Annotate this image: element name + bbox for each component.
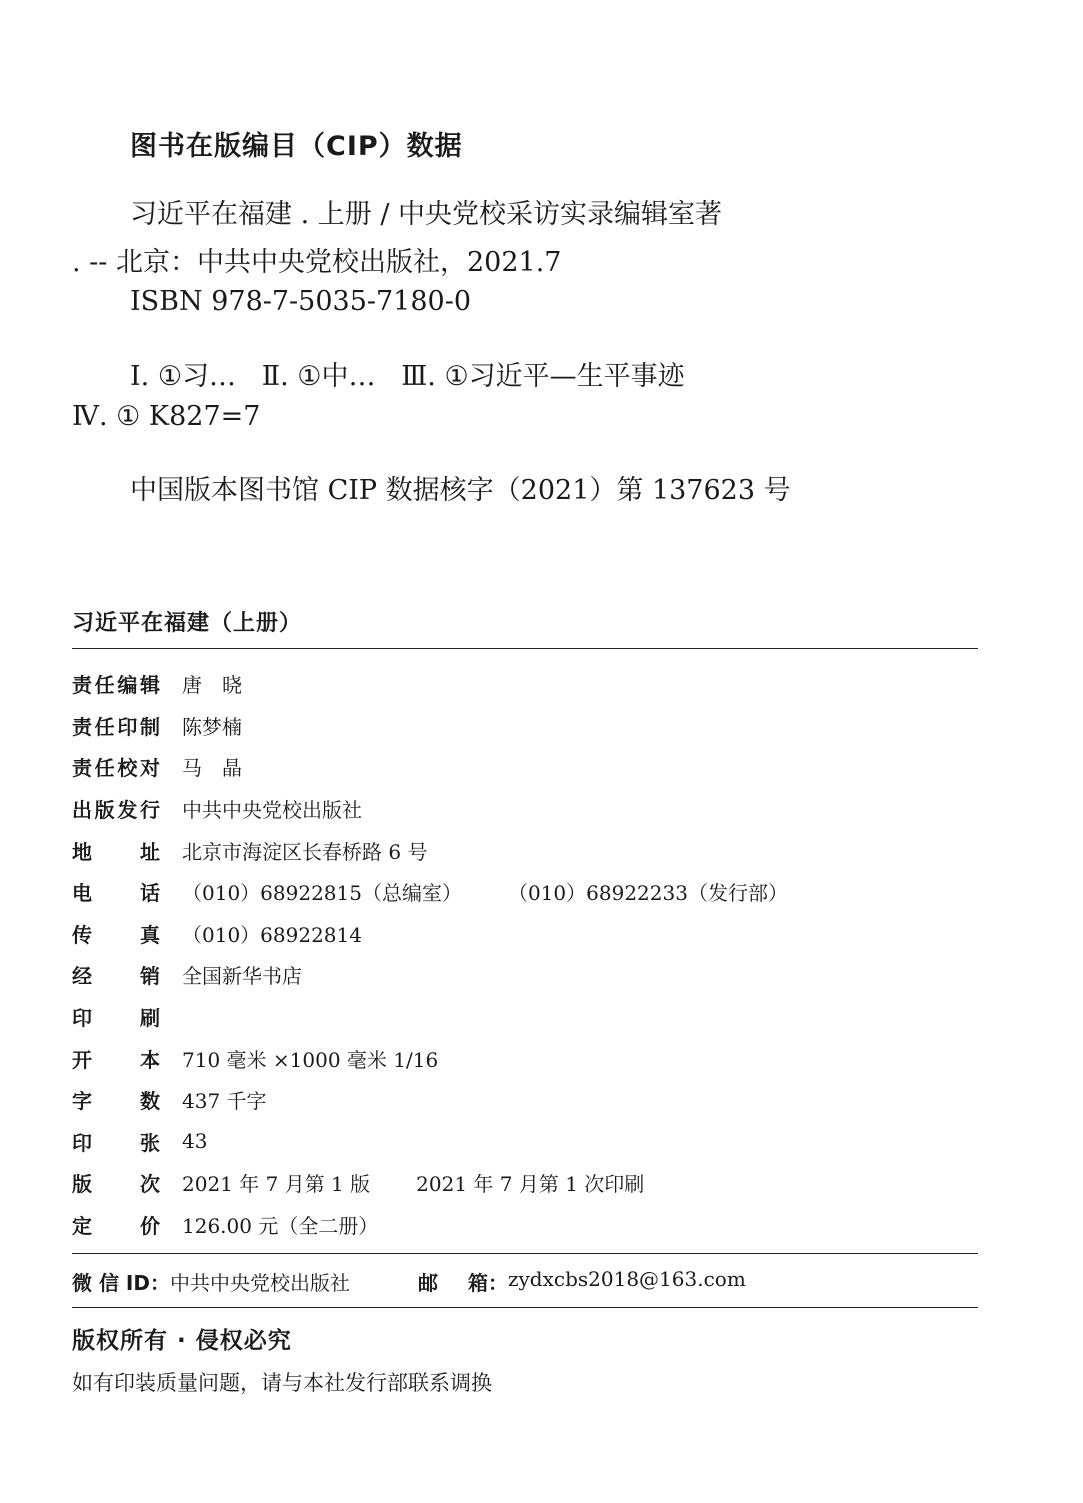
detail-label-char: 本 (140, 1047, 160, 1072)
detail-value (182, 711, 242, 740)
detail-row (72, 996, 978, 1038)
detail-label-char: 刷 (140, 1006, 160, 1031)
detail-row (72, 913, 978, 955)
detail-value-text: 陈梦楠 (182, 714, 242, 739)
detail-label-char: 任 (94, 714, 115, 739)
detail-row (72, 829, 978, 871)
detail-label-char: 印 (72, 1130, 92, 1155)
detail-label-char: 编 (117, 673, 138, 698)
detail-value-secondary: 2021 年 7 月第 1 次印刷 (416, 1172, 645, 1197)
divider-middle (72, 1253, 978, 1254)
detail-value-text: 北京市海淀区长春桥路 6 号 (182, 839, 428, 864)
detail-label-char: 次 (140, 1172, 160, 1197)
detail-label-char: 字 (72, 1089, 92, 1114)
detail-row (72, 705, 978, 747)
detail-row (72, 1037, 978, 1079)
detail-label-char: 电 (72, 881, 92, 906)
detail-value-text: 唐 晓 (182, 673, 242, 698)
detail-label (72, 919, 160, 948)
detail-row (72, 1121, 978, 1163)
cip-classification-line-1: Ⅰ. ①习… Ⅱ. ①中… Ⅲ. ①习近平—生平事迹 (130, 361, 685, 392)
detail-row (72, 1162, 978, 1204)
detail-label-char: 价 (140, 1214, 160, 1239)
detail-label-char: 印 (117, 714, 138, 739)
detail-label-char: 任 (94, 673, 115, 698)
detail-row (72, 1079, 978, 1121)
detail-value (182, 1168, 644, 1197)
cip-publisher-line: . -- 北京：中共中央党校出版社，2021.7 (72, 247, 562, 278)
detail-label-char: 印 (72, 1006, 92, 1031)
detail-value-text: 126.00 元（全二册） (182, 1214, 379, 1239)
detail-label-char: 校 (117, 756, 138, 781)
detail-label-char: 责 (72, 756, 92, 781)
detail-row (72, 871, 978, 913)
detail-value-text: （010）68922815（总编室） (182, 881, 462, 906)
detail-label-char: 销 (140, 964, 160, 989)
detail-label-char: 真 (140, 922, 160, 947)
detail-label (72, 960, 160, 989)
detail-row (72, 954, 978, 996)
email-value: zydxcbs2018@163.com (507, 1267, 746, 1291)
detail-label-char: 发 (117, 798, 138, 823)
detail-value-text: 710 毫米 ×1000 毫米 1/16 (182, 1047, 439, 1072)
detail-value-text: （010）68922814 (182, 922, 362, 947)
contact-row (72, 1267, 746, 1296)
detail-label-char: 数 (140, 1089, 160, 1114)
copyright-notice: 版权所有 · 侵权必究 (72, 1328, 292, 1354)
exchange-notice: 如有印装质量问题，请与本社发行部联系调换 (72, 1371, 492, 1395)
detail-value (182, 1044, 438, 1073)
detail-label-char: 任 (94, 756, 115, 781)
detail-label-char: 制 (139, 714, 160, 739)
detail-label-char: 行 (139, 798, 160, 823)
detail-label-char: 责 (72, 714, 92, 739)
detail-label (72, 1002, 160, 1031)
divider-bottom (72, 1307, 978, 1308)
detail-label (72, 1085, 160, 1114)
detail-label (72, 1210, 160, 1239)
cip-record-number: 中国版本图书馆 CIP 数据核字（2021）第 137623 号 (130, 475, 791, 506)
contact-spacer (350, 1267, 418, 1296)
detail-row (72, 1204, 978, 1246)
detail-label (72, 669, 160, 698)
detail-label (72, 1168, 160, 1197)
detail-value-text: 43 (182, 1129, 208, 1154)
detail-row (72, 746, 978, 788)
detail-value (182, 1129, 207, 1153)
detail-label-char: 版 (94, 798, 115, 823)
detail-value (182, 877, 788, 906)
detail-value (182, 752, 242, 781)
detail-label-char: 定 (72, 1214, 92, 1239)
detail-label (72, 794, 160, 823)
detail-value-text: 全国新华书店 (182, 964, 302, 989)
cip-isbn: ISBN 978-7-5035-7180-0 (130, 286, 472, 317)
detail-value-text: 中共中央党校出版社 (182, 798, 362, 823)
email-label-a: 邮 (417, 1271, 438, 1295)
detail-label-char: 对 (139, 756, 160, 781)
detail-value (182, 1085, 267, 1114)
email-label-b: 箱： (467, 1271, 508, 1295)
detail-label (72, 752, 160, 781)
publication-details (72, 663, 978, 1245)
detail-value (182, 1210, 378, 1239)
detail-value-secondary: （010）68922233（发行部） (507, 881, 788, 906)
detail-value (182, 836, 427, 865)
book-title: 习近平在福建（上册） (72, 611, 303, 636)
detail-label (72, 1044, 160, 1073)
detail-label-char: 责 (72, 673, 92, 698)
detail-label-char: 地 (72, 839, 92, 864)
detail-label-char: 传 (72, 922, 92, 947)
detail-value (182, 669, 242, 698)
detail-label (72, 1127, 160, 1156)
detail-value-text: 马 晶 (182, 756, 242, 781)
detail-value (182, 794, 362, 823)
cip-heading: 图书在版编目（CIP）数据 (130, 131, 463, 162)
detail-label-char: 辑 (139, 673, 160, 698)
detail-value (182, 960, 302, 989)
detail-label-char: 版 (72, 1172, 92, 1197)
cip-title-line: 习近平在福建 . 上册 / 中央党校采访实录编辑室著 (130, 199, 723, 230)
detail-label (72, 877, 160, 906)
email-label (418, 1267, 508, 1296)
detail-row (72, 663, 978, 705)
detail-label-char: 址 (140, 839, 160, 864)
detail-value (182, 919, 362, 948)
detail-value-text: 437 千字 (182, 1089, 267, 1114)
detail-value-text: 2021 年 7 月第 1 版 (182, 1172, 371, 1197)
detail-label (72, 711, 160, 740)
detail-label-char: 开 (72, 1047, 92, 1072)
detail-label-char: 经 (72, 964, 92, 989)
divider-top (72, 648, 978, 649)
cip-classification-line-2: Ⅳ. ① K827=7 (72, 401, 261, 432)
wechat-value: 中共中央党校出版社 (169, 1271, 350, 1295)
detail-label (72, 836, 160, 865)
wechat-label: 微 信 ID： (72, 1271, 170, 1295)
detail-label-char: 话 (140, 881, 160, 906)
detail-row (72, 788, 978, 830)
detail-label-char: 出 (72, 798, 92, 823)
detail-label-char: 张 (140, 1130, 160, 1155)
